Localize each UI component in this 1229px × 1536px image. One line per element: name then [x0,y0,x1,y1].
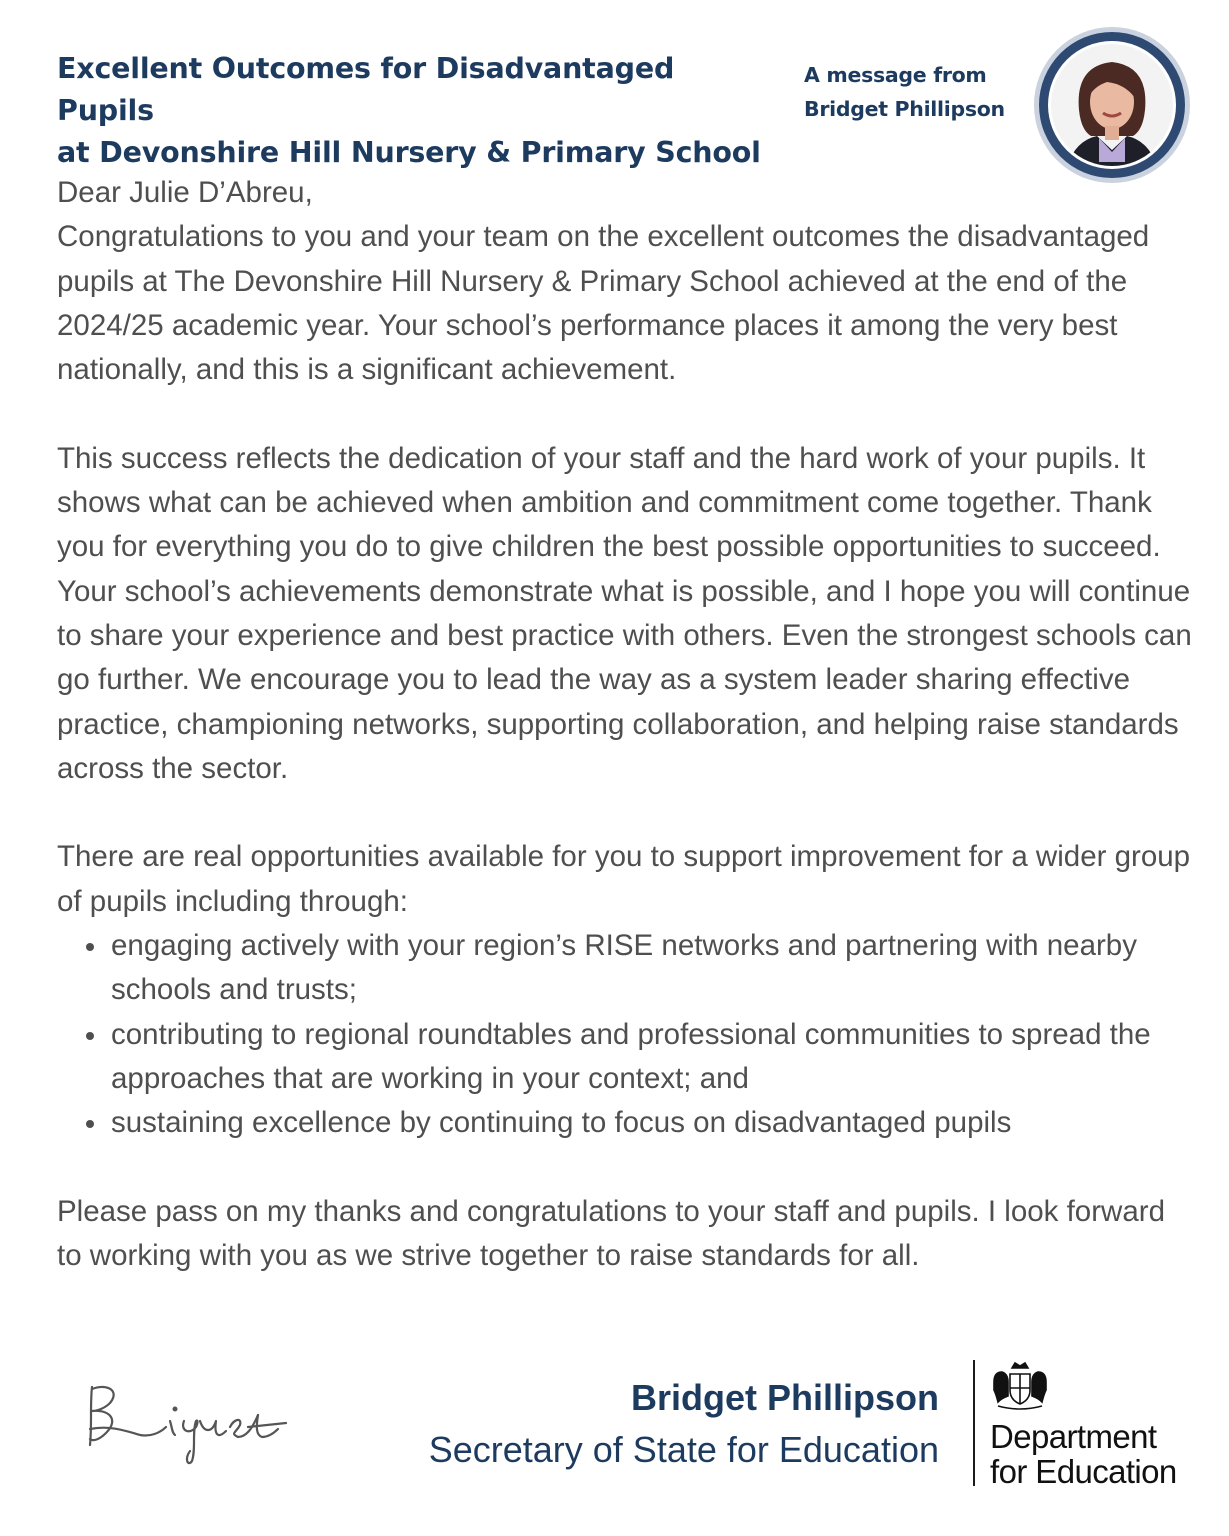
department-line-2: for Education [990,1453,1177,1490]
message-from-label [804,58,1044,126]
message-from-line-2: Bridget Phillipson [804,97,1005,121]
list-item: engaging actively with your region’s RISE networks and partnering with nearby schools and trusts; [57,924,1197,1013]
paragraph-success: This success reflects the dedication of your staff and the hard work of your pupils. It shows what can be achieved when ambition and commitment come together. Thank you for everything you do to give children the best possible opportunities to succeed. Your school’s achievements demonstrate what is possible, and I hope you will continue to share your experience and best practice with others. Even the strongest schools can go further. We encourage you to lead the way as a system leader sharing effective practice, championing networks, supporting collaboration, and helping raise standards across the sector. [57,441,1192,785]
signer-block [429,1374,939,1478]
department-logo-text [990,1419,1177,1489]
paragraph-closing: Please pass on my thanks and congratulations to your staff and pupils. I look forward to working with you as we strive together to raise standards for all. [57,1194,1165,1273]
salutation: Dear Julie D’Abreu, [57,176,313,209]
signer-name: Bridget Phillipson [630,1377,939,1418]
signer-role: Secretary of State for Education [428,1429,939,1470]
letter-title-line-1: Excellent Outcomes for Disadvantaged Pupils [57,52,675,127]
royal-crest-icon [988,1360,1052,1410]
message-from-line-1: A message from [804,63,987,87]
portrait-avatar [1033,26,1191,184]
opportunities-list [57,924,1197,1145]
list-item: contributing to regional roundtables and professional communities to spread the approaches that are working in your context; and [57,1013,1197,1102]
department-line-1: Department [990,1418,1157,1455]
list-item: sustaining excellence by continuing to focus on disadvantaged pupils [57,1101,1197,1145]
letter-title-line-2: at Devonshire Hill Nursery & Primary School [57,136,761,169]
handwritten-signature [80,1375,310,1465]
letter-title [57,48,777,174]
letter-body [57,171,1197,1278]
paragraph-opportunities: There are real opportunities available for you to support improvement for a wider group of pupils including through: [57,840,1191,918]
paragraph-congratulations: Congratulations to you and your team on the excellent outcomes the disadvantaged pupils at The Devonshire Hill Nursery & Primary School achieved at the end of the 2024/25 academic year. Your school’s performance places it among the very best nationally, and this is a significant achievement. [57,220,1150,387]
logo-divider [973,1360,975,1486]
